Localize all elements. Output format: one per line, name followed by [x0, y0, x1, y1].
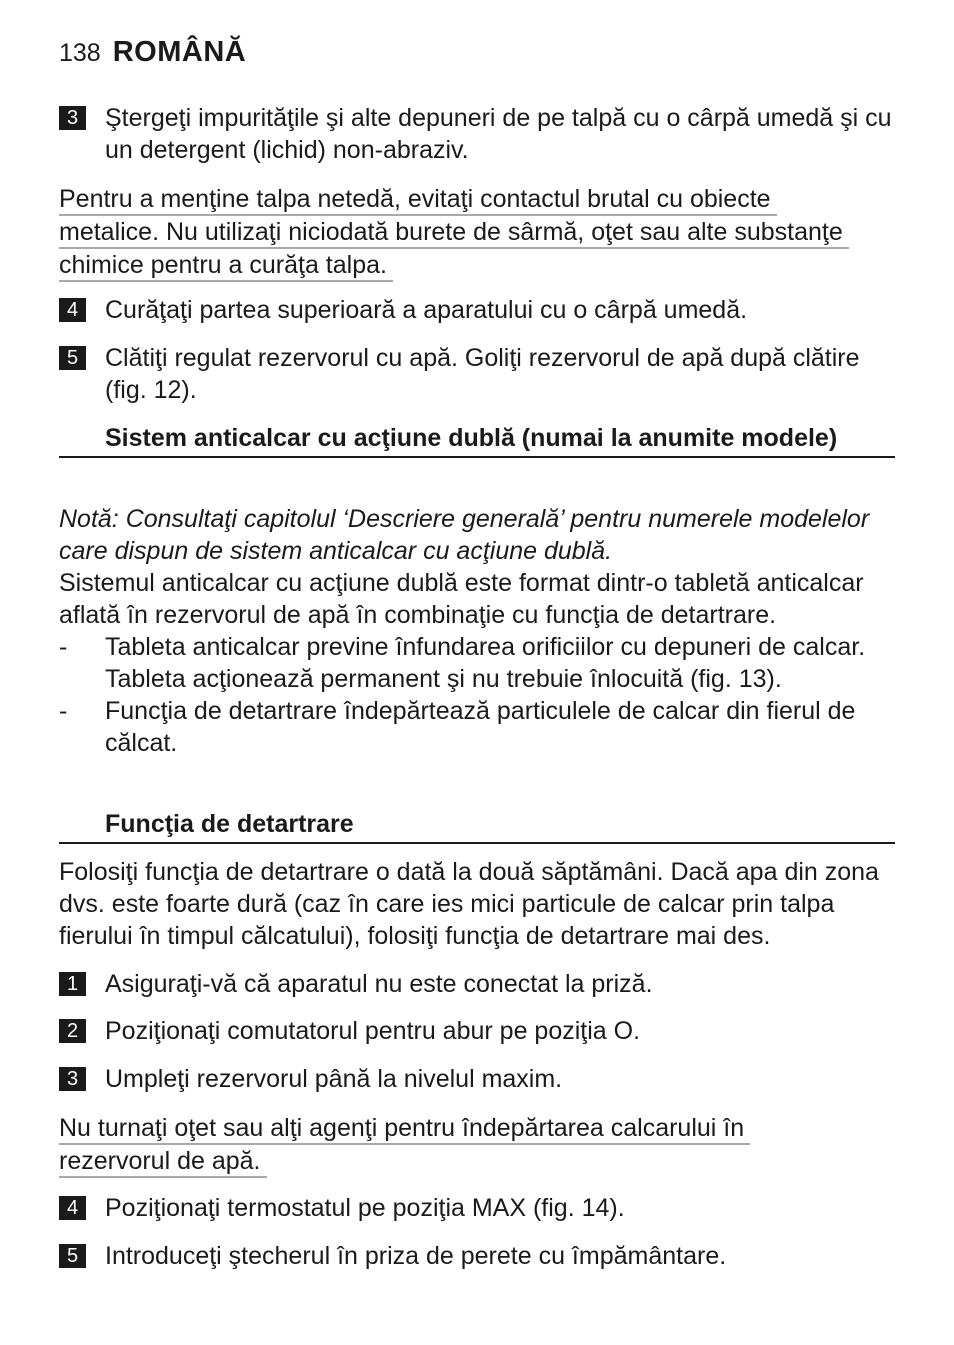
warning-line: Nu turnaţi oţet sau alţi agenţi pentru îndepărtarea calcarului în [59, 1113, 750, 1145]
step-5a [59, 342, 895, 406]
section-anticalc-content [59, 503, 895, 759]
step-number: 5 [59, 1244, 86, 1268]
bullet-text: Funcţia de detartrare îndepărtează particulele de calcar din fierul de călcat. [105, 697, 856, 757]
step-1 [59, 968, 895, 1000]
warning-line: chimice pentru a curăţa talpa. [59, 250, 393, 282]
step-4a [59, 294, 895, 326]
warning-soleplate [59, 183, 895, 282]
bullet-item [59, 631, 895, 695]
section-descaling-body: Folosiţi funcţia de detartrare o dată la două săptămâni. Dacă apa din zona dvs. este foarte dură (caz în care ies mici particule de calcar prin talpa fierului în timpul călcatului), folosiţi funcţia de detartrare mai des. [59, 858, 879, 950]
warning-line: metalice. Nu utilizaţi niciodată burete de sârmă, oţet sau alte substanţe [59, 217, 849, 249]
step-text: Poziţionaţi comutatorul pentru abur pe poziţia O. [105, 1017, 641, 1045]
step-5b [59, 1240, 895, 1272]
step-3a [59, 102, 895, 166]
step-number: 3 [59, 106, 86, 130]
step-number: 4 [59, 1196, 86, 1220]
warning-line: Pentru a menţine talpa netedă, evitaţi contactul brutal cu obiecte [59, 184, 777, 216]
note-text: Notă: Consultaţi capitolul ‘Descriere generală’ pentru numerele modelelor care dispun de sistem anticalcar cu acţiune dublă. [59, 505, 870, 565]
step-number: 5 [59, 346, 86, 370]
step-text: Poziţionaţi termostatul pe poziţia MAX (fig. 14). [105, 1194, 625, 1222]
warning-line: rezervorul de apă. [59, 1146, 267, 1178]
section-heading-descaling: Funcţia de detartrare [59, 808, 895, 844]
step-text: Curăţaţi partea superioară a aparatului cu o cârpă umedă. [105, 296, 748, 324]
step-number: 3 [59, 1067, 86, 1091]
step-2 [59, 1015, 895, 1047]
step-3b [59, 1063, 895, 1095]
step-number: 1 [59, 972, 86, 996]
step-text: Asiguraţi-vă că aparatul nu este conectat la priză. [105, 970, 653, 998]
body-text: Sistemul anticalcar cu acţiune dublă este format dintr-o tabletă anticalcar aflată în rezervorul de apă în combinaţie cu funcţia de detartrare. [59, 569, 864, 629]
step-text: Clătiţi regulat rezervorul cu apă. Goliţi rezervorul de apă după clătire (fig. 12). [105, 344, 860, 404]
bullet-item [59, 695, 895, 759]
step-text: Introduceţi ştecherul în priza de perete cu împământare. [105, 1242, 727, 1270]
bullet-dash: - [59, 633, 68, 661]
section-heading-anticalc: Sistem anticalcar cu acţiune dublă (numai la anumite modele) [59, 422, 895, 458]
page-number: 138 [59, 39, 101, 67]
step-number: 4 [59, 298, 86, 322]
step-number: 2 [59, 1019, 86, 1043]
step-4b [59, 1192, 895, 1224]
bullet-dash: - [59, 697, 68, 725]
step-text: Umpleţi rezervorul până la nivelul maxim. [105, 1065, 563, 1093]
warning-vinegar [59, 1112, 895, 1178]
page-header [59, 36, 246, 72]
language-title: ROMÂNĂ [112, 36, 247, 68]
step-text: Ştergeţi impurităţile şi alte depuneri de pe talpă cu o cârpă umedă şi cu un detergent (lichid) non-abraziv. [105, 104, 892, 164]
bullet-text: Tableta anticalcar previne înfundarea orificiilor cu depuneri de calcar. Tableta acţionează permanent şi nu trebuie înlocuită (fig. 13). [105, 633, 866, 693]
